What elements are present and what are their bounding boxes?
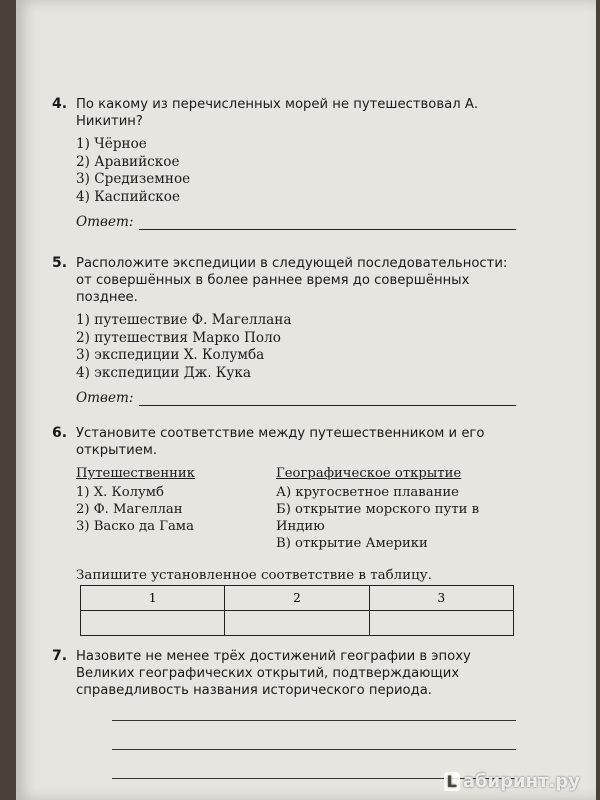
table-instruction: Запишите установленное соответствие в таблицу. <box>76 568 432 583</box>
options-list <box>76 312 516 382</box>
option: 1) Чёрное <box>76 136 147 152</box>
matching-columns <box>76 465 516 552</box>
writing-line[interactable] <box>112 700 516 721</box>
table-header-row <box>81 586 514 611</box>
question-number: 7. <box>52 648 68 664</box>
answer-label: Ответ: <box>76 390 134 406</box>
option: 2) путешествия Марко Поло <box>76 329 281 346</box>
answer-line[interactable] <box>139 393 516 406</box>
answer-row <box>76 214 516 230</box>
question-text: Расположите экспедиции в следующей последовательности: от совершённых в более раннее время до совершённых позднее. <box>76 256 508 305</box>
table-header-cell: 1 <box>81 586 225 611</box>
discovery-item: А) кругосветное плавание <box>276 485 459 500</box>
option: 2) Аравийское <box>76 153 180 170</box>
table-answer-cell[interactable] <box>369 611 513 636</box>
table-header-cell: 3 <box>369 586 513 611</box>
question-6 <box>52 425 516 583</box>
question-number: 6. <box>52 425 68 441</box>
option: 3) экспедиции Х. Колумба <box>76 347 265 363</box>
table-answer-cell[interactable] <box>81 611 225 636</box>
question-4 <box>52 96 516 230</box>
travelers-column <box>76 465 276 552</box>
labirint-watermark <box>444 771 580 792</box>
traveler-item: 1) Х. Колумб <box>76 485 164 500</box>
writing-lines <box>76 700 516 779</box>
option: 1) путешествие Ф. Магеллана <box>76 312 292 328</box>
table-answer-cell[interactable] <box>225 611 369 636</box>
question-5 <box>52 255 516 406</box>
question-text: Установите соответствие между путешественником и его открытием. <box>76 426 485 458</box>
option: 4) экспедиции Дж. Кука <box>76 364 252 381</box>
question-number: 4. <box>52 96 68 112</box>
option: 3) Средиземное <box>76 171 191 187</box>
column-header: Географическое открытие <box>276 466 462 481</box>
discovery-item: В) открытие Америки <box>276 536 428 551</box>
discoveries-column <box>276 465 488 552</box>
discovery-item: Б) открытие морского пути в Индию <box>276 502 480 534</box>
question-text: По какому из перечисленных морей не путешествовал А. Никитин? <box>76 97 479 129</box>
textbook-page <box>16 0 596 800</box>
watermark-badge: L <box>444 772 460 791</box>
writing-line[interactable] <box>112 729 516 750</box>
answer-label: Ответ: <box>76 214 134 230</box>
question-7 <box>52 648 516 699</box>
traveler-item: 2) Ф. Магеллан <box>76 502 183 517</box>
table-answer-row <box>81 611 514 636</box>
answer-row <box>76 390 516 406</box>
options-list <box>76 136 516 206</box>
traveler-item: 3) Васко да Гама <box>76 519 194 534</box>
question-number: 5. <box>52 255 68 271</box>
answer-line[interactable] <box>139 217 516 230</box>
table-header-cell: 2 <box>225 586 369 611</box>
option: 4) Каспийское <box>76 188 181 205</box>
watermark-text: абиринт.ру <box>462 771 580 792</box>
question-text: Назовите не менее трёх достижений географии в эпоху Великих географических открытий, подтверждающих справедливость названия исторического периода. <box>76 649 471 698</box>
column-header: Путешественник <box>76 466 195 481</box>
answer-table <box>80 585 514 636</box>
